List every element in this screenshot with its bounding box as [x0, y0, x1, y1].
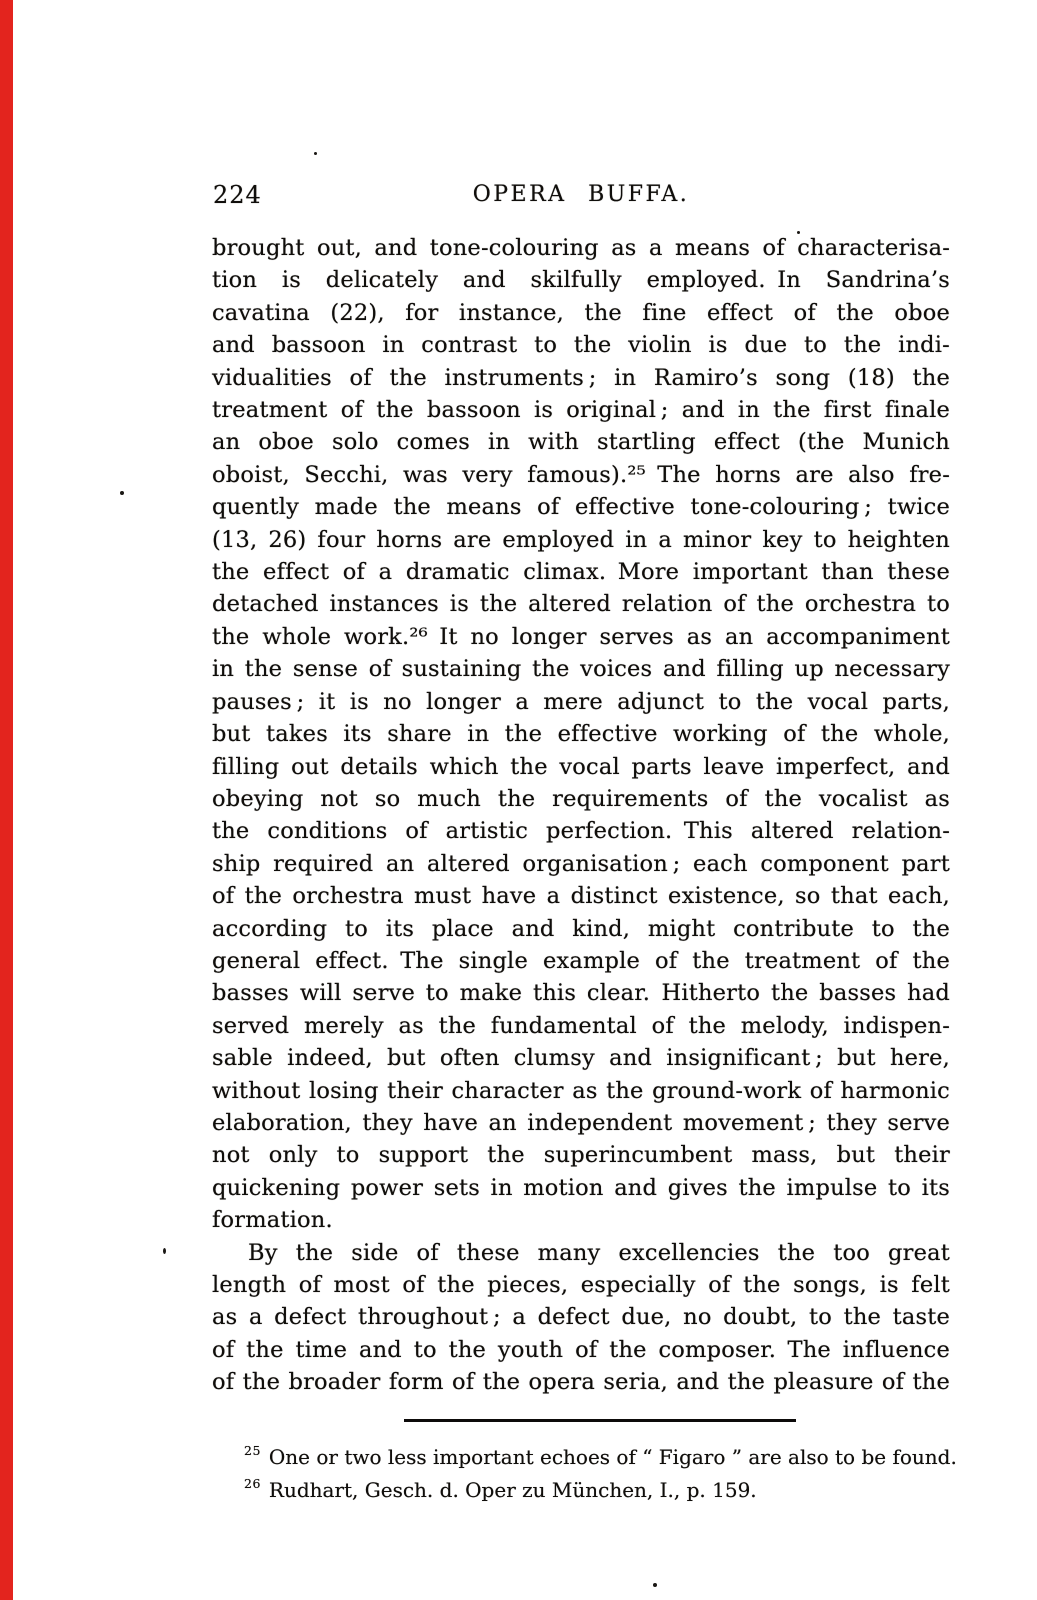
ink-speck: [797, 231, 800, 234]
text-line: in the sense of sustaining the voices and filling up necessary: [212, 656, 950, 683]
text-line: By the side of these many excellencies the too great: [248, 1239, 950, 1266]
text-line: the conditions of artistic perfection. This altered relation-: [212, 818, 950, 845]
text-line: brought out, and tone-colouring as a means of characterisa-: [212, 235, 950, 261]
text-line: filling out details which the vocal parts leave imperfect, and: [212, 753, 950, 780]
footnote: [244, 1441, 1004, 1474]
text-line: vidualities of the instruments ; in Ramiro’s song (18) the: [212, 364, 950, 391]
ink-speck: [314, 152, 317, 155]
text-line: and bassoon in contrast to the violin is due to the indi-: [212, 332, 950, 359]
text-line: (13, 26) four horns are employed in a minor key to heighten: [212, 526, 950, 553]
running-title: OPERA BUFFA.: [472, 182, 690, 207]
footnote-text: Rudhart, Gesch. d. Oper zu München, I., p. 159.: [268, 1478, 757, 1502]
text-line: elaboration, they have an independent movement ; they serve: [212, 1109, 950, 1136]
ink-speck: [120, 491, 124, 495]
footnote-separator-rule: [404, 1419, 796, 1422]
text-line: as a defect throughout ; a defect due, no doubt, to the taste: [212, 1304, 950, 1331]
text-line: tion is delicately and skilfully employed. In Sandrina’s: [212, 267, 950, 294]
page-number: 224: [213, 181, 262, 209]
page-header: [212, 183, 950, 213]
ink-speck: [163, 1248, 166, 1254]
text-line: served merely as the fundamental of the melody, indispen-: [212, 1012, 950, 1039]
footnote-marker: 25: [244, 1443, 261, 1459]
text-line: the effect of a dramatic climax. More important than these: [212, 559, 950, 586]
text-line: of the time and to the youth of the composer. The influence: [212, 1336, 950, 1363]
text-line: pauses ; it is no longer a mere adjunct to the vocal parts,: [212, 688, 950, 715]
ink-speck: [653, 1583, 657, 1587]
body-text: [212, 232, 950, 1399]
text-line: basses will serve to make this clear. Hitherto the basses had: [212, 980, 950, 1007]
text-line: according to its place and kind, might contribute to the: [212, 915, 950, 942]
text-line: the whole work.²⁶ It no longer serves as an accompaniment: [212, 623, 950, 650]
text-line: of the orchestra must have a distinct existence, so that each,: [212, 883, 950, 910]
text-line: detached instances is the altered relation of the orchestra to: [212, 591, 950, 618]
text-line: formation.: [212, 1207, 333, 1234]
text-line: quently made the means of effective tone-colouring ; twice: [212, 494, 950, 521]
footnote-marker: 26: [244, 1476, 261, 1492]
text-line: an oboe solo comes in with startling effect (the Munich: [212, 429, 950, 456]
text-line: oboist, Secchi, was very famous).²⁵ The horns are also fre-: [212, 461, 950, 488]
footnotes: [244, 1441, 1004, 1507]
text-line: sable indeed, but often clumsy and insignificant ; but here,: [212, 1045, 950, 1072]
text-line: without losing their character as the ground-work of harmonic: [212, 1077, 950, 1104]
text-line: ship required an altered organisation ; each component part: [212, 850, 950, 877]
book-edge-strip: [0, 0, 13, 1600]
text-line: but takes its share in the effective working of the whole,: [212, 721, 950, 748]
text-line: cavatina (22), for instance, the fine effect of the oboe: [212, 299, 950, 326]
text-line: general effect. The single example of the treatment of the: [212, 947, 950, 974]
text-line: treatment of the bassoon is original ; and in the first finale: [212, 397, 950, 424]
text-line: of the broader form of the opera seria, and the pleasure of the: [212, 1369, 950, 1396]
footnote-text: One or two less important echoes of “ Figaro ” are also to be found.: [268, 1445, 957, 1469]
text-line: length of most of the pieces, especially of the songs, is felt: [212, 1272, 950, 1298]
text-line: not only to support the superincumbent mass, but their: [212, 1142, 950, 1169]
footnote: [244, 1474, 1004, 1507]
text-line: quickening power sets in motion and gives the impulse to its: [212, 1174, 950, 1201]
text-line: obeying not so much the requirements of the vocalist as: [212, 785, 950, 812]
